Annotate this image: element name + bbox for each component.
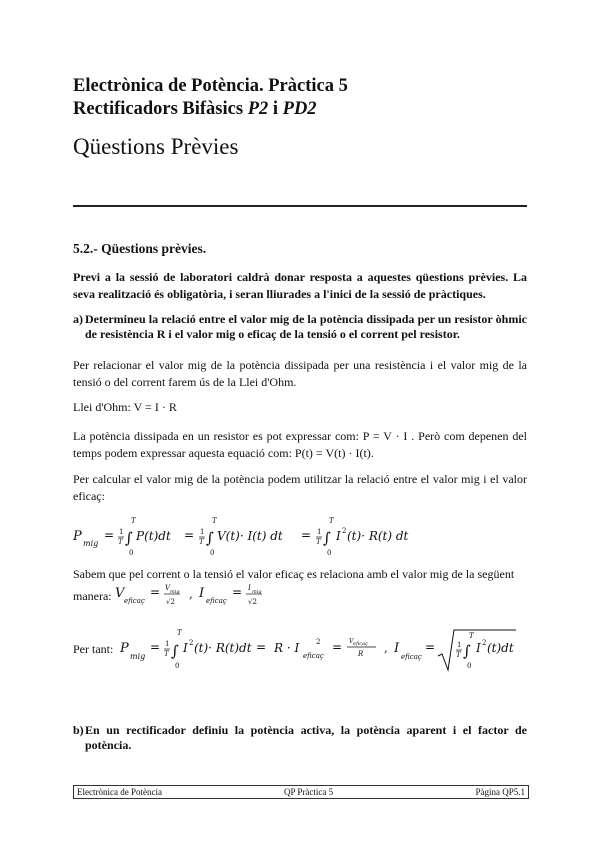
- svg-text:0: 0: [327, 549, 332, 557]
- svg-text:mig: mig: [170, 589, 180, 595]
- svg-text:1: 1: [457, 641, 462, 649]
- question-b-text: En un rectificador definiu la potència activa, la potència aparent i el factor de potència.: [85, 723, 527, 752]
- question-a-text: Determineu la relació entre el valor mig de la potència dissipada per un resistor òhmic de resistència R i el valor mig o eficaç de la tensió o el corrent pel resistor.: [85, 312, 527, 341]
- svg-text:eficaç: eficaç: [206, 597, 227, 605]
- answer-a-paragraph-2: La potència dissipada en un resistor es pot expressar com: P = V · I . Però com depenen del temps podem expressar aquesta equació com: P(t) = V(t) · I(t).: [73, 429, 527, 460]
- svg-text:T: T: [118, 538, 123, 546]
- svg-text:P(t)dt: P(t)dt: [136, 529, 171, 543]
- svg-text:T: T: [199, 538, 204, 546]
- per-tant-label: Per tant:: [73, 642, 114, 656]
- svg-text:∫: ∫: [323, 529, 331, 547]
- footer-right: Pàgina QP5.1: [475, 787, 525, 797]
- answer-a-paragraph-3: Per calcular el valor mig de la potència podem utilitzar la relació entre el valor mig i el valor eficaç:: [73, 472, 527, 503]
- answer-a-paragraph-4: Sabem que pel corrent o la tensió el valor eficaç es relaciona amb el valor mig de la següent: [73, 567, 515, 581]
- svg-text:√2: √2: [166, 598, 175, 606]
- svg-text:mig: mig: [130, 652, 146, 661]
- svg-text:eficaç: eficaç: [353, 641, 368, 647]
- svg-text:0: 0: [210, 549, 215, 557]
- svg-text:∫: ∫: [463, 642, 471, 660]
- svg-text:V: V: [349, 638, 354, 645]
- svg-text:1: 1: [165, 640, 170, 648]
- svg-text:=: =: [150, 585, 161, 599]
- svg-text:=: =: [184, 528, 195, 542]
- svg-text:eficaç: eficaç: [124, 597, 145, 605]
- footer-left: Electrònica de Potència: [77, 787, 162, 797]
- heading-divider: [73, 205, 527, 207]
- svg-text:V(t)· I(t) dt: V(t)· I(t) dt: [217, 529, 283, 543]
- svg-text:,: ,: [189, 587, 193, 601]
- svg-text:R · I: R · I: [274, 641, 300, 655]
- svg-text:I: I: [183, 641, 188, 655]
- document-title-line1: Electrònica de Potència. Pràctica 5: [73, 76, 348, 96]
- svg-text:I: I: [394, 641, 400, 656]
- page-heading: Qüestions Prèvies: [73, 134, 239, 159]
- svg-text:=: =: [232, 585, 243, 599]
- svg-text:=: =: [104, 528, 115, 542]
- svg-text:2: 2: [482, 639, 487, 647]
- document-title-line2: [73, 99, 317, 120]
- svg-text:I: I: [199, 586, 205, 601]
- svg-text:P: P: [120, 641, 129, 656]
- svg-text:=: =: [150, 640, 161, 654]
- svg-text:2: 2: [189, 639, 194, 647]
- svg-text:∫: ∫: [206, 529, 214, 547]
- svg-text:1: 1: [119, 528, 124, 536]
- svg-text:=: =: [256, 640, 267, 654]
- svg-text:1: 1: [317, 528, 322, 536]
- svg-text:(t)· R(t)dt: (t)· R(t)dt: [194, 641, 252, 655]
- svg-text:I: I: [476, 641, 481, 655]
- ohm-law: Llei d'Ohm: V = I · R: [73, 400, 177, 414]
- svg-text:(t)dt: (t)dt: [487, 641, 514, 655]
- svg-text:=: =: [425, 640, 436, 654]
- svg-text:V: V: [165, 584, 171, 592]
- svg-text:eficaç: eficaç: [303, 652, 324, 660]
- svg-text:T: T: [131, 517, 136, 525]
- svg-text:I: I: [248, 584, 251, 592]
- svg-text:1: 1: [200, 528, 205, 536]
- question-b: [73, 723, 527, 753]
- svg-text:T: T: [177, 629, 182, 637]
- svg-text:T: T: [164, 650, 169, 658]
- svg-text:0: 0: [175, 662, 180, 670]
- title-line2-prefix: Rectificadors Bifàsics: [73, 99, 248, 119]
- title-p2: P2: [247, 99, 269, 119]
- title-pd2: PD2: [282, 99, 317, 119]
- question-a-label: a): [73, 312, 83, 326]
- svg-text:(t)· R(t) dt: (t)· R(t) dt: [347, 529, 409, 543]
- svg-text:mig: mig: [83, 539, 99, 548]
- answer-a-paragraph-1: Per relacionar el valor mig de la potència dissipada per una resistència i el valor mig de la tensió o del corrent farem ús de la Llei d'Ohm.: [73, 358, 527, 389]
- svg-text:∫: ∫: [171, 642, 179, 660]
- rms-relation-equation: [115, 580, 275, 614]
- svg-text:∫: ∫: [125, 529, 133, 547]
- svg-text:,: ,: [384, 641, 388, 655]
- svg-text:I: I: [336, 529, 341, 543]
- svg-text:2: 2: [316, 638, 321, 646]
- svg-text:0: 0: [129, 549, 134, 557]
- manera-label: manera:: [73, 589, 112, 603]
- svg-text:T: T: [469, 632, 474, 640]
- section-title: 5.2.- Qüestions prèvies.: [73, 241, 207, 256]
- title-line2-mid: i: [268, 99, 283, 119]
- svg-text:2: 2: [342, 527, 347, 535]
- svg-text:R: R: [358, 650, 364, 658]
- page-footer: [73, 785, 529, 799]
- svg-text:T: T: [329, 517, 334, 525]
- svg-text:V: V: [115, 586, 125, 601]
- mean-power-equation: [73, 512, 433, 558]
- svg-text:=: =: [301, 528, 312, 542]
- svg-text:T: T: [212, 517, 217, 525]
- final-power-equation: [120, 626, 520, 674]
- footer-center: QP Pràctica 5: [284, 787, 334, 797]
- svg-text:mig: mig: [252, 589, 262, 595]
- svg-text:√2: √2: [248, 598, 257, 606]
- svg-text:eficaç: eficaç: [401, 653, 422, 661]
- svg-text:0: 0: [467, 662, 472, 670]
- svg-text:T: T: [456, 651, 461, 659]
- section-intro: Previ a la sessió de laboratori caldrà donar resposta a aquestes qüestions prèvies. La seva realització és obligatòria, i seran lliurades a l'inici de la sessió de pràctiques.: [73, 270, 527, 301]
- question-b-label: b): [73, 723, 84, 737]
- svg-text:P: P: [73, 529, 82, 544]
- svg-text:T: T: [316, 538, 321, 546]
- svg-text:=: =: [332, 640, 343, 654]
- question-a: [73, 312, 527, 342]
